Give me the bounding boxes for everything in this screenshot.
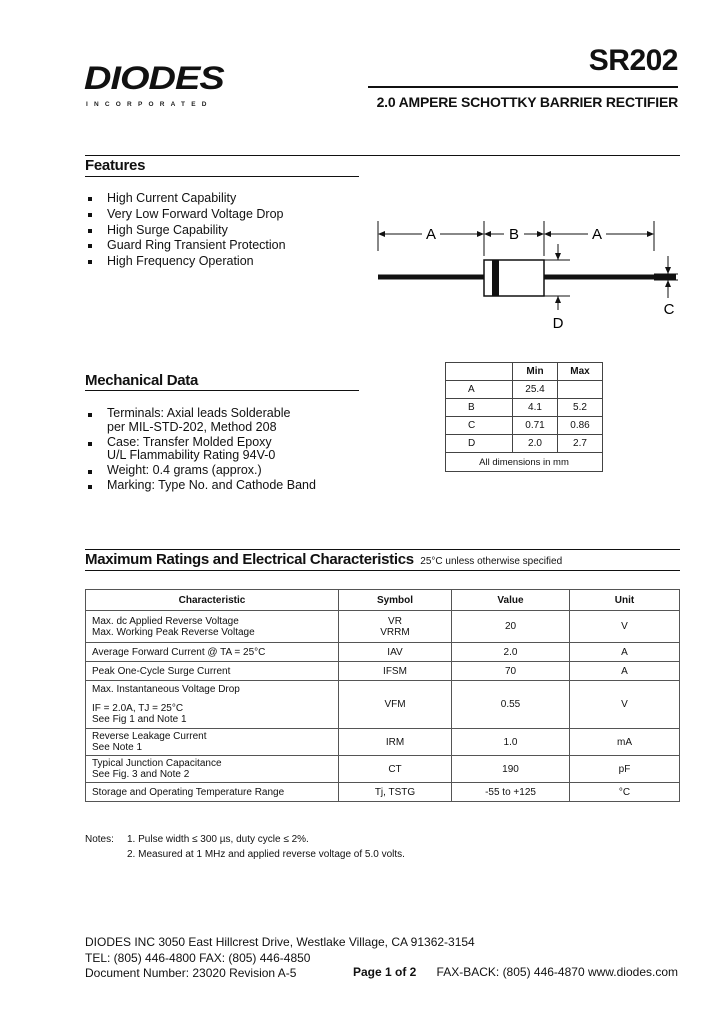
dimension-label-a: A [591, 226, 603, 243]
ratings-title: Maximum Ratings and Electrical Characteristics [85, 551, 414, 568]
footer-address: DIODES INC 3050 East Hillcrest Drive, Westlake Village, CA 91362-3154 [85, 935, 475, 949]
table-header-row [86, 590, 680, 611]
col-symbol: Symbol [339, 590, 452, 611]
logo-text: DIODES [84, 61, 224, 97]
footer-document: Document Number: 23020 Revision A-5 [85, 966, 297, 980]
table-row: Reverse Leakage Current See Note 1 IRM 1.0 mA [86, 729, 680, 756]
diodes-logo [84, 62, 254, 110]
dim-header-max: Max [558, 363, 603, 381]
table-row: Peak One-Cycle Surge Current IFSM 70 A [86, 662, 680, 681]
part-number: SR202 [588, 44, 678, 77]
features-list [85, 191, 355, 270]
bullet-icon [88, 413, 92, 417]
logo-subtext: INCORPORATED [86, 101, 213, 108]
table-row [446, 453, 603, 472]
features-top-rule [85, 155, 680, 156]
dimension-label-d: D [552, 315, 564, 332]
features-title: Features [85, 157, 146, 174]
footer-faxback: FAX-BACK: (805) 446-4870 www.diodes.com [436, 965, 678, 979]
table-row: D 2.0 2.7 [446, 435, 603, 453]
bullet-icon [88, 260, 92, 264]
bullet-icon [88, 470, 92, 474]
bullet-icon [88, 485, 92, 489]
ratings-heading [85, 551, 562, 569]
dimension-label-b: B [508, 226, 520, 243]
header-rule [368, 86, 678, 88]
list-item: 2. Measured at 1 MHz and applied reverse voltage of 5.0 volts. [127, 849, 405, 860]
table-row: Average Forward Current @ TA = 25°C IAV 2.0 A [86, 643, 680, 662]
dimensions-note: All dimensions in mm [446, 453, 603, 472]
bullet-icon [88, 244, 92, 248]
mechanical-title: Mechanical Data [85, 372, 199, 389]
list-item: High Surge Capability [85, 223, 355, 239]
list-item: Guard Ring Transient Protection [85, 238, 355, 254]
mechanical-bottom-rule [85, 390, 359, 391]
col-unit: Unit [570, 590, 680, 611]
ratings-bottom-rule [85, 570, 680, 571]
ratings-table [85, 589, 680, 802]
mechanical-list [85, 407, 365, 494]
dimensions-table [445, 362, 603, 472]
list-item: High Frequency Operation [85, 254, 355, 270]
table-row: Max. dc Applied Reverse Voltage Max. Working Peak Reverse Voltage VR VRRM 20 V [86, 611, 680, 643]
col-value: Value [452, 590, 570, 611]
bullet-icon [88, 229, 92, 233]
list-item: Very Low Forward Voltage Drop [85, 207, 355, 223]
cathode-band [492, 260, 499, 296]
footer-page: Page 1 of 2 [353, 965, 417, 979]
col-characteristic: Characteristic [86, 590, 339, 611]
table-row: Max. Instantaneous Voltage Drop IF = 2.0A, TJ = 25°C See Fig 1 and Note 1 VFM 0.55 V [86, 681, 680, 729]
product-subtitle: 2.0 AMPERE SCHOTTKY BARRIER RECTIFIER [376, 94, 678, 110]
dim-header-blank [446, 363, 513, 381]
table-row: B 4.1 5.2 [446, 399, 603, 417]
table-header-row [446, 363, 603, 381]
ratings-top-rule [85, 549, 680, 550]
footer-phone: TEL: (805) 446-4800 FAX: (805) 446-4850 [85, 951, 311, 965]
dimension-label-a: A [425, 226, 437, 243]
dimension-label-c: C [663, 301, 675, 318]
ratings-condition: 25°C unless otherwise specified [420, 556, 563, 567]
features-bottom-rule [85, 176, 359, 177]
list-item: Case: Transfer Molded Epoxy U/L Flammability Rating 94V-0 [85, 436, 365, 463]
list-item: Weight: 0.4 grams (approx.) [85, 464, 365, 478]
bullet-icon [88, 213, 92, 217]
notes [85, 832, 585, 872]
list-item: High Current Capability [85, 191, 355, 207]
table-row: Typical Junction Capacitance See Fig. 3 and Note 2 CT 190 pF [86, 756, 680, 783]
table-row: A 25.4 [446, 381, 603, 399]
bullet-icon [88, 197, 92, 201]
bullet-icon [88, 442, 92, 446]
notes-list [127, 832, 527, 862]
list-item: Terminals: Axial leads Solderable per MIL-STD-202, Method 208 [85, 407, 365, 434]
list-item: 1. Pulse width ≤ 300 µs, duty cycle ≤ 2%. [127, 834, 309, 845]
dim-header-min: Min [513, 363, 558, 381]
table-row: Storage and Operating Temperature Range Tj, TSTG -55 to +125 °C [86, 783, 680, 802]
notes-label: Notes: [85, 834, 114, 845]
list-item: Marking: Type No. and Cathode Band [85, 479, 365, 493]
table-row: C 0.71 0.86 [446, 417, 603, 435]
package-outline-diagram [370, 208, 690, 338]
